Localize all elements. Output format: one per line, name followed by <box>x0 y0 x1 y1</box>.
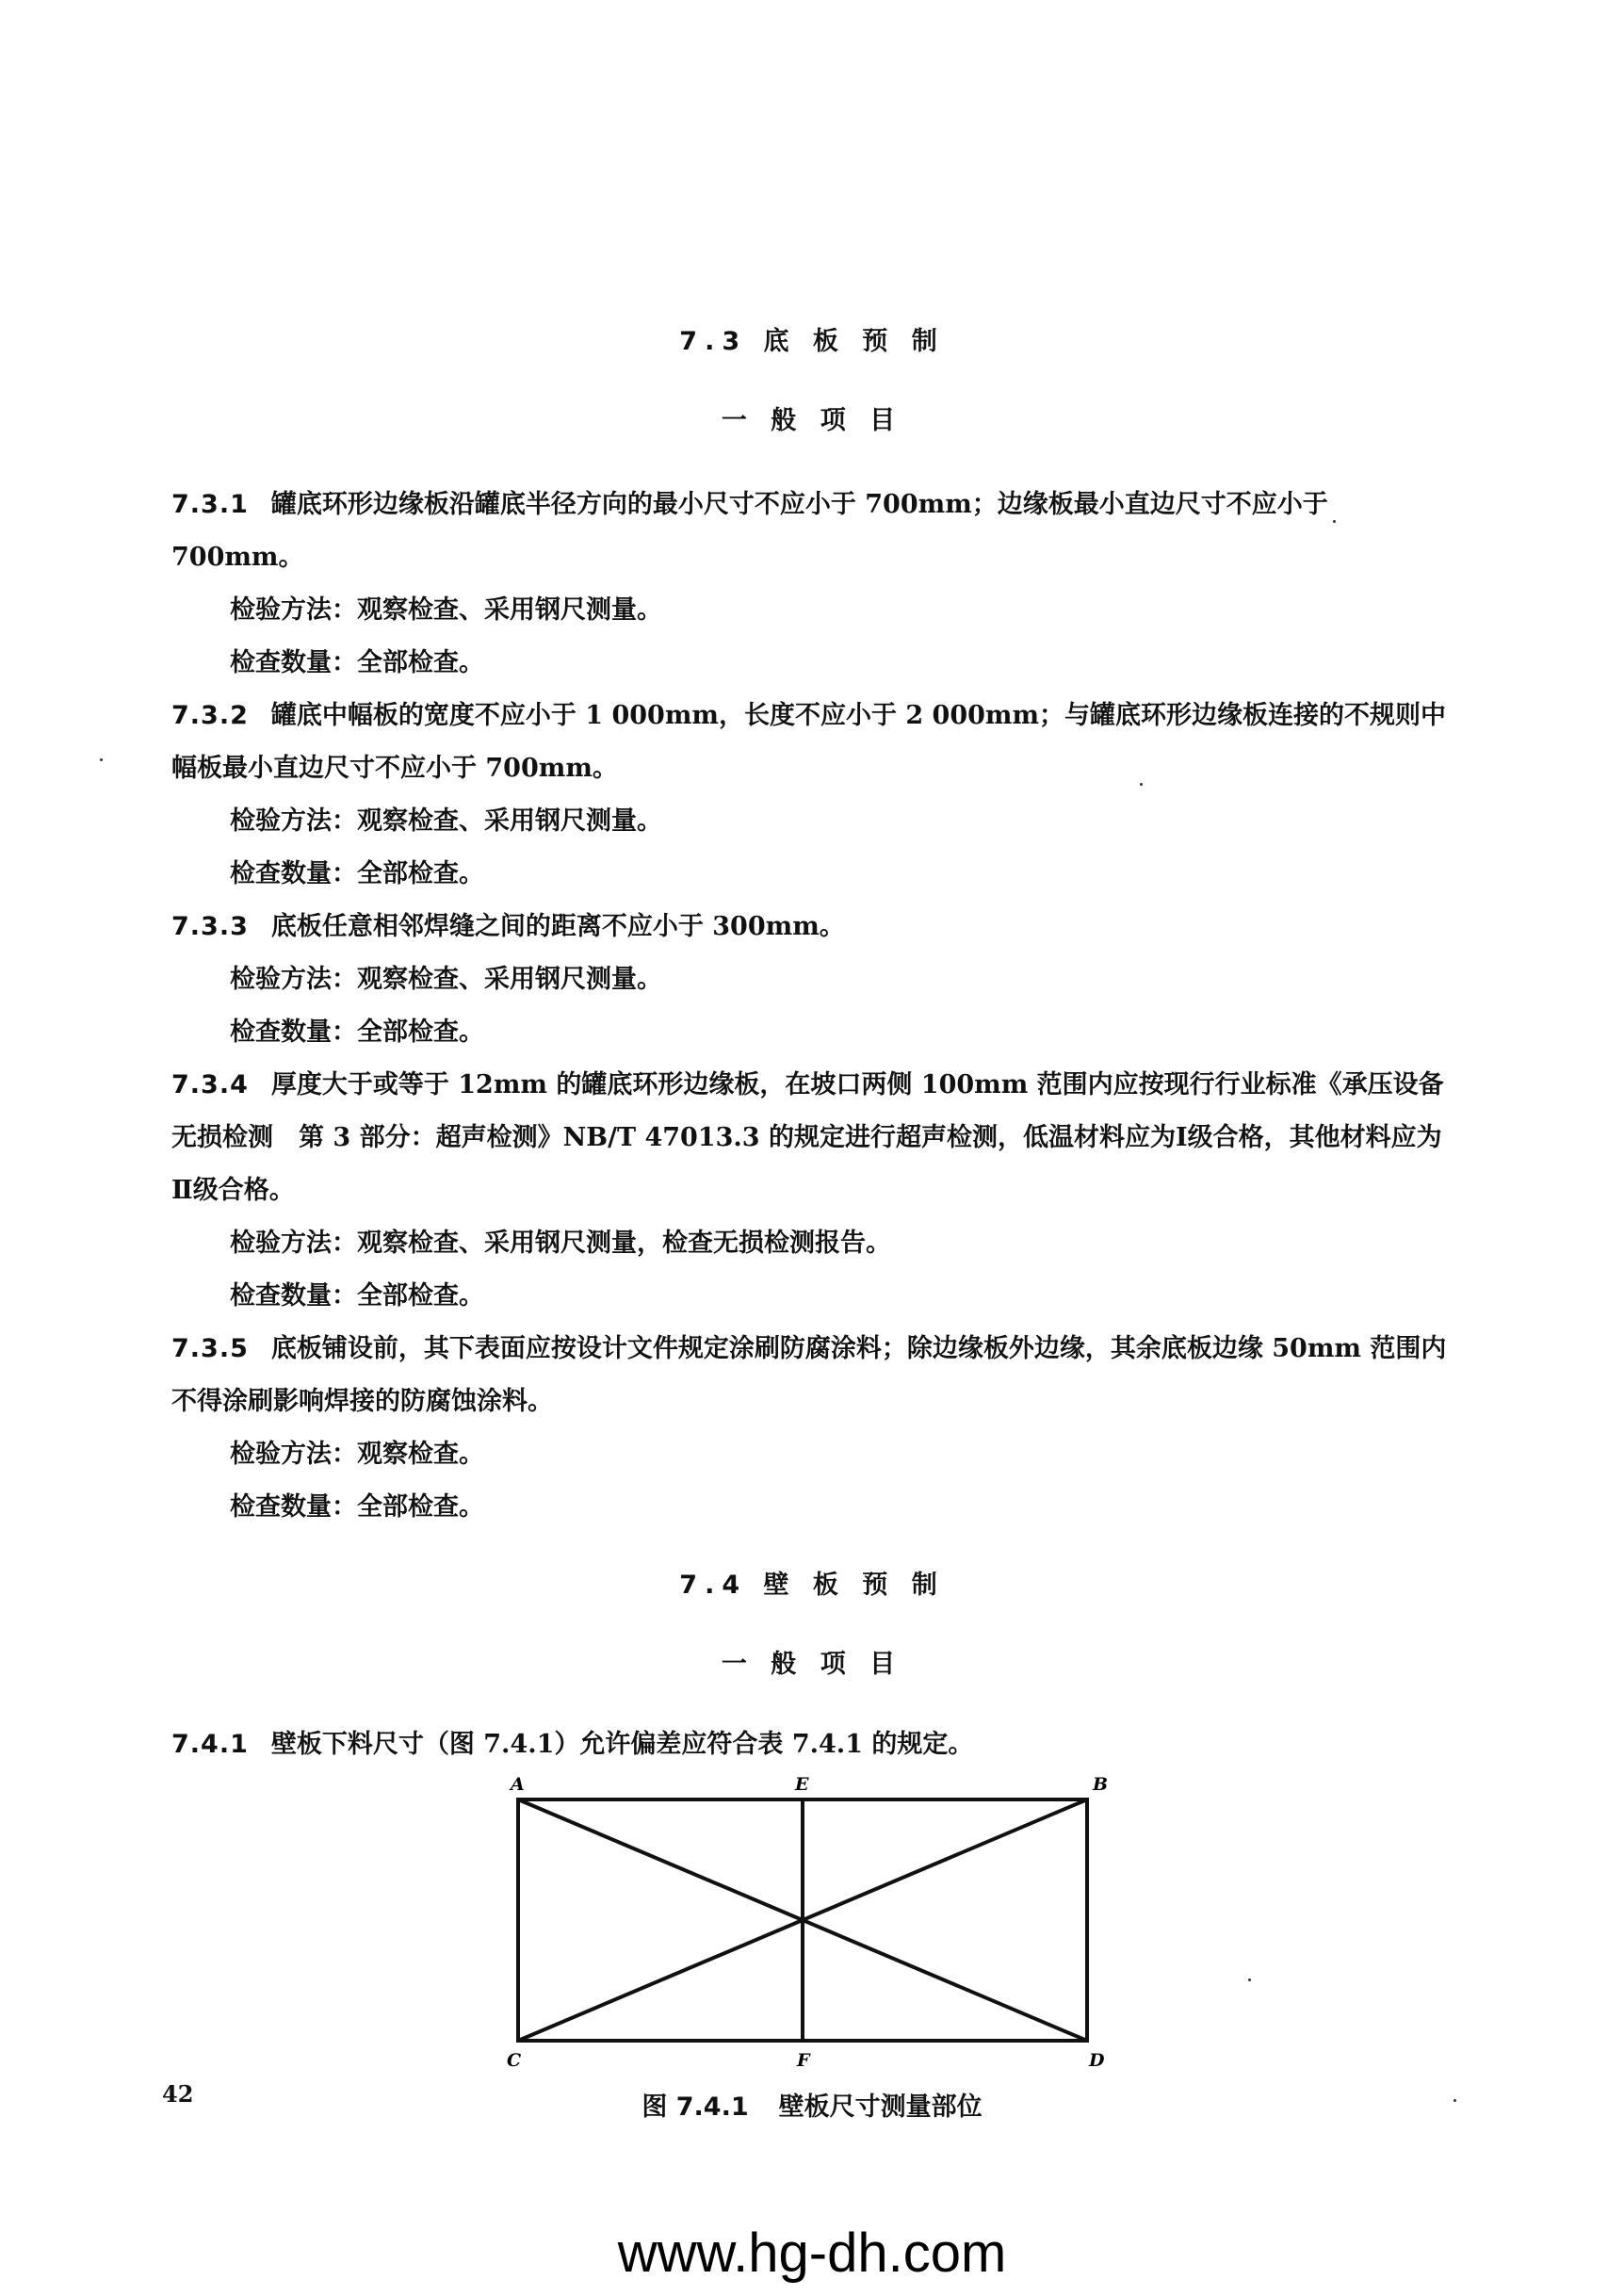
clause-number: 7.3.5 <box>171 1334 249 1363</box>
inspection-quantity: 检查数量：全部检查。 <box>230 648 484 677</box>
clause-7-3-4 <box>171 1059 1454 1217</box>
inspection-quantity: 检查数量：全部检查。 <box>230 859 484 888</box>
clause-text: 厚度大于或等于 12mm 的罐底环形边缘板，在坡口两侧 100mm 范围内应按现行行业标准《承压设备无损检测 第 3 部分：超声检测》NB/T 47013.3 的规定进行超声检测，低温材料应为Ⅰ级合格，其他材料应为Ⅱ级合格。 <box>171 1070 1444 1205</box>
label-c: C <box>507 2050 522 2071</box>
inspection-method: 检验方法：观察检查、采用钢尺测量。 <box>230 806 662 836</box>
clause-number: 7.3.1 <box>171 490 249 519</box>
scan-speck <box>1248 1978 1251 1981</box>
scan-speck <box>1333 520 1336 523</box>
inspection-quantity: 检查数量：全部检查。 <box>230 1492 484 1522</box>
inspection-quantity: 检查数量：全部检查。 <box>230 1018 484 1047</box>
label-f: F <box>797 2050 810 2071</box>
inspection-quantity: 检查数量：全部检查。 <box>230 1281 484 1311</box>
clause-number: 7.3.3 <box>171 912 249 941</box>
inspection-method: 检验方法：观察检查。 <box>230 1440 484 1469</box>
clause-text: 罐底中幅板的宽度不应小于 1 000mm，长度不应小于 2 000mm；与罐底环形边缘板连接的不规则中幅板最小直边尺寸不应小于 700mm。 <box>171 701 1447 783</box>
section-7-3-subtitle: 一 般 项 目 <box>721 406 903 435</box>
clause-number: 7.3.2 <box>171 701 249 730</box>
wall-plate-diagram <box>490 1771 1112 2073</box>
section-7-4-subtitle: 一 般 项 目 <box>721 1650 903 1679</box>
scan-speck <box>1453 2099 1456 2102</box>
figure-caption <box>0 2086 1624 2123</box>
label-e: E <box>795 1774 809 1795</box>
page-number: 42 <box>162 2080 194 2108</box>
clause-text: 罐底环形边缘板沿罐底半径方向的最小尺寸不应小于 700mm；边缘板最小直边尺寸不应小于 700mm。 <box>171 490 1328 572</box>
scan-speck <box>1140 783 1143 786</box>
caption-number: 图 7.4.1 <box>641 2092 749 2122</box>
clause-7-3-3 <box>171 901 1454 953</box>
website-watermark: www.hg-dh.com <box>617 2223 1007 2284</box>
clause-7-3-5 <box>171 1323 1454 1428</box>
label-b: B <box>1093 1774 1109 1795</box>
clause-number: 7.3.4 <box>171 1070 249 1099</box>
caption-text: 壁板尺寸测量部位 <box>778 2092 983 2122</box>
clause-text: 底板任意相邻焊缝之间的距离不应小于 300mm。 <box>270 912 845 941</box>
inspection-method: 检验方法：观察检查、采用钢尺测量，检查无损检测报告。 <box>230 1229 891 1258</box>
section-7-4-title: 7.4 壁 板 预 制 <box>679 1571 945 1600</box>
clause-number: 7.4.1 <box>171 1730 249 1759</box>
scan-speck <box>100 758 103 761</box>
clause-7-3-2 <box>171 690 1454 795</box>
inspection-method: 检验方法：观察检查、采用钢尺测量。 <box>230 595 662 625</box>
section-7-4-body <box>171 1718 1454 1771</box>
clause-text: 底板铺设前，其下表面应按设计文件规定涂刷防腐涂料；除边缘板外边缘，其余底板边缘 50mm 范围内不得涂刷影响焊接的防腐蚀涂料。 <box>171 1334 1447 1416</box>
clause-text: 壁板下料尺寸（图 7.4.1）允许偏差应符合表 7.4.1 的规定。 <box>270 1730 974 1759</box>
label-d: D <box>1089 2050 1105 2071</box>
inspection-method: 检验方法：观察检查、采用钢尺测量。 <box>230 965 662 994</box>
clause-7-3-1 <box>171 479 1454 584</box>
section-7-3-title: 7.3 底 板 预 制 <box>679 327 945 356</box>
label-a: A <box>511 1774 525 1795</box>
clause-7-4-1 <box>171 1718 1454 1771</box>
section-7-3-body <box>171 479 1454 1534</box>
